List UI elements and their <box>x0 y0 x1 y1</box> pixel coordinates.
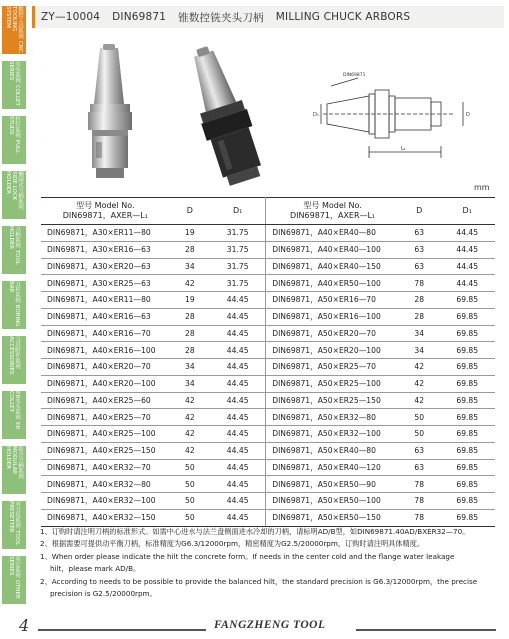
table-row <box>41 442 495 459</box>
table-row <box>41 275 495 292</box>
cell-model: DIN69871，A50×ER32—100 <box>266 426 399 443</box>
cell-d: 42 <box>170 442 210 459</box>
cell-model: DIN69871，A50×ER25—70 <box>266 359 399 376</box>
cell-model: DIN69871，A40×ER20—70 <box>41 359 170 376</box>
cell-d1: 69.85 <box>439 375 495 392</box>
cell-d1: 69.85 <box>439 308 495 325</box>
cell-d: 50 <box>399 409 439 426</box>
cell-d: 63 <box>399 241 439 258</box>
standard-label: DIN69871 <box>112 11 167 23</box>
page-number: 4 <box>19 616 30 635</box>
note-cn-2: 2、根据需要可提供动平衡刀柄，标准精度为G6.3/12000rpm，精密精度为G2.5/20000rpm，订购时请注明具体精度。 <box>40 539 425 549</box>
cell-model: DIN69871，A40×ER11—80 <box>41 292 170 309</box>
header-model-right <box>266 198 399 225</box>
cell-d: 42 <box>170 275 210 292</box>
table-row <box>41 375 495 392</box>
sidebar-tab[interactable] <box>2 281 26 329</box>
note-en-2: 2、According to needs to be possible to provide the balanced hilt，the standard precision is G6.3/12000rpm，the precise <box>40 576 478 586</box>
cell-d: 28 <box>399 292 439 309</box>
cell-d: 78 <box>399 509 439 526</box>
cell-d1: 69.85 <box>439 359 495 376</box>
sidebar-tab-label: 刀杆系列 BORING BAR <box>8 281 20 327</box>
cell-d1: 69.85 <box>439 442 495 459</box>
sidebar-tab-label: 组合刀柄系列 MODULAR HOLDER <box>5 446 23 479</box>
cell-d: 34 <box>399 325 439 342</box>
cell-d: 34 <box>170 359 210 376</box>
sidebar-tab-label: 对刀仪系列 TOOL PRESETTER <box>8 501 20 546</box>
sidebar-tab-label: ER夹头系列 ER COLLET <box>8 391 20 430</box>
cell-model: DIN69871，A40×ER32—80 <box>41 476 170 493</box>
cell-d1: 44.45 <box>210 375 266 392</box>
unit-label: mm <box>474 183 490 192</box>
header-d-left: D <box>170 198 210 225</box>
cell-d1: 69.85 <box>439 292 495 309</box>
cell-d1: 69.85 <box>439 509 495 526</box>
cell-model: DIN69871，A40×ER32—70 <box>41 459 170 476</box>
cell-model: DIN69871，A30×ER11—80 <box>41 225 170 242</box>
table-row <box>41 359 495 376</box>
cell-d: 50 <box>399 426 439 443</box>
cell-model: DIN69871，A30×ER20—63 <box>41 258 170 275</box>
cell-model: DIN69871，A50×ER40—120 <box>266 459 399 476</box>
sidebar-tab-label: 夹头系列 COLLET SERIES <box>8 61 20 106</box>
product-photo-silver <box>66 42 156 190</box>
cell-d: 42 <box>399 375 439 392</box>
table-row <box>41 292 495 309</box>
title-en: MILLING CHUCK ARBORS <box>275 11 411 23</box>
table-row <box>41 509 495 526</box>
cell-d: 63 <box>399 225 439 242</box>
cell-d: 42 <box>170 426 210 443</box>
cell-d: 42 <box>399 359 439 376</box>
sidebar-tab-label: 刀具附件系列 ACCESSORIES <box>8 336 20 375</box>
cell-d: 42 <box>170 409 210 426</box>
cell-model: DIN69871，A40×ER25—60 <box>41 392 170 409</box>
cell-d1: 44.45 <box>210 426 266 443</box>
technical-drawing <box>313 66 485 172</box>
cell-model: DIN69871，A50×ER20—70 <box>266 325 399 342</box>
cell-d: 28 <box>170 325 210 342</box>
sidebar-tab[interactable] <box>2 226 26 274</box>
cell-d: 78 <box>399 493 439 510</box>
drawing-label-l1: L₁ <box>401 146 406 152</box>
cell-d: 34 <box>170 258 210 275</box>
cell-d: 63 <box>399 459 439 476</box>
cell-model: DIN69871，A50×ER50—90 <box>266 476 399 493</box>
table-row <box>41 342 495 359</box>
cell-d: 28 <box>399 308 439 325</box>
table-row <box>41 325 495 342</box>
product-photo-dark <box>170 42 280 190</box>
cell-d1: 31.75 <box>210 241 266 258</box>
cell-model: DIN69871，A40×ER20—100 <box>41 375 170 392</box>
cell-d1: 44.45 <box>210 292 266 309</box>
drawing-label-d: D <box>466 112 470 118</box>
cell-d1: 69.85 <box>439 476 495 493</box>
cell-model: DIN69871，A40×ER32—150 <box>41 509 170 526</box>
cell-model: DIN69871，A50×ER20—100 <box>266 342 399 359</box>
cell-model: DIN69871，A40×ER16—70 <box>41 325 170 342</box>
header-model-cn: 型号 Model No. <box>303 201 362 210</box>
category-sidebar <box>0 0 30 639</box>
cell-d1: 44.45 <box>210 359 266 376</box>
cell-model: DIN69871，A40×ER40—100 <box>266 241 399 258</box>
cell-d1: 44.45 <box>210 308 266 325</box>
header-d-right: D <box>399 198 439 225</box>
cell-model: DIN69871，A50×ER50—150 <box>266 509 399 526</box>
sidebar-tab-label: 侧固式刀柄系列 SIDE LOCK HOLDER <box>5 171 23 210</box>
sidebar-tab[interactable] <box>2 446 26 494</box>
cell-d: 50 <box>170 476 210 493</box>
note-en-1-cont: hilt，please mark AD/B。 <box>50 564 141 574</box>
sidebar-tab[interactable] <box>2 171 26 219</box>
cell-model: DIN69871，A30×ER25—63 <box>41 275 170 292</box>
cell-d1: 69.85 <box>439 409 495 426</box>
cell-d1: 69.85 <box>439 493 495 510</box>
table-row <box>41 241 495 258</box>
cell-model: DIN69871，A40×ER25—70 <box>41 409 170 426</box>
cell-d1: 44.45 <box>210 509 266 526</box>
sidebar-tab-label: 拉钉系列 PULL STUDS <box>8 116 20 154</box>
cell-model: DIN69871，A40×ER50—100 <box>266 275 399 292</box>
cell-d: 42 <box>170 392 210 409</box>
cell-d1: 69.85 <box>439 426 495 443</box>
cell-d1: 44.45 <box>210 493 266 510</box>
cell-d1: 44.45 <box>210 459 266 476</box>
sidebar-tab-label: 其它系列 OTHER SERIES <box>8 556 20 599</box>
page-footer <box>0 616 509 639</box>
drawing-label-top: DIN69871 <box>343 73 366 78</box>
table-row <box>41 258 495 275</box>
sidebar-tab[interactable] <box>2 391 26 439</box>
cell-d1: 31.75 <box>210 225 266 242</box>
cell-model: DIN69871，A50×ER50—100 <box>266 493 399 510</box>
sidebar-tab[interactable] <box>2 6 26 54</box>
cell-d: 34 <box>170 375 210 392</box>
spec-table <box>41 197 495 527</box>
table-row <box>41 409 495 426</box>
title-cn: 锥数控铣夹头刀柄 <box>178 11 264 24</box>
header-model-sub: DIN69871，AXER—L₁ <box>290 211 376 220</box>
cell-d: 28 <box>170 308 210 325</box>
note-en-1: 1、When order please indicate the hilt the concrete form。If needs in the center cold and the flange water leakage <box>40 551 455 561</box>
cell-d1: 44.45 <box>210 342 266 359</box>
cell-d1: 44.45 <box>210 442 266 459</box>
cell-d: 19 <box>170 225 210 242</box>
cell-d1: 69.85 <box>439 459 495 476</box>
cell-d: 34 <box>399 342 439 359</box>
cell-model: DIN69871，A40×ER32—100 <box>41 493 170 510</box>
cell-d: 50 <box>170 459 210 476</box>
cell-d: 63 <box>399 442 439 459</box>
cell-d1: 69.85 <box>439 342 495 359</box>
cell-d: 63 <box>399 258 439 275</box>
table-row <box>41 476 495 493</box>
cell-model: DIN69871，A50×ER32—80 <box>266 409 399 426</box>
cell-d1: 44.45 <box>439 225 495 242</box>
page-header <box>32 6 504 28</box>
cell-d1: 31.75 <box>210 275 266 292</box>
sidebar-tab[interactable] <box>2 501 26 549</box>
table-row <box>41 308 495 325</box>
header-d1-right: D₁ <box>439 198 495 225</box>
cell-model: DIN69871，A50×ER16—70 <box>266 292 399 309</box>
cell-d1: 44.45 <box>210 409 266 426</box>
cell-model: DIN69871，A40×ER25—100 <box>41 426 170 443</box>
cell-d: 50 <box>170 493 210 510</box>
sidebar-tab[interactable] <box>2 336 26 384</box>
cell-model: DIN69871，A40×ER16—63 <box>41 308 170 325</box>
sidebar-tab-label: 刀柄系列 TOOL HOLDER <box>8 226 20 265</box>
table-row <box>41 225 495 242</box>
cell-model: DIN69871，A50×ER25—100 <box>266 375 399 392</box>
cell-d: 78 <box>399 476 439 493</box>
header-model-left <box>41 198 170 225</box>
drawing-label-d1: D₁ <box>313 112 319 118</box>
note-cn-1: 1、订购时请注明刀柄的标准形式。如需中心进水与法兰盘侧面进水冷却的刀柄，请标明AD/B型，如DIN69871.40AD/BXER32—70。 <box>40 527 470 536</box>
footer-rule-left <box>38 629 206 631</box>
cell-model: DIN69871，A50×ER25—150 <box>266 392 399 409</box>
cell-model: DIN69871，A30×ER16—63 <box>41 241 170 258</box>
table-row <box>41 493 495 510</box>
table-row <box>41 392 495 409</box>
cell-d1: 44.45 <box>210 392 266 409</box>
cell-model: DIN69871，A40×ER25—150 <box>41 442 170 459</box>
footer-rule-right <box>356 629 496 631</box>
table-row <box>41 459 495 476</box>
cell-d1: 44.45 <box>439 275 495 292</box>
cell-d1: 44.45 <box>210 476 266 493</box>
cell-d: 19 <box>170 292 210 309</box>
cell-model: DIN69871，A50×ER40—80 <box>266 442 399 459</box>
header-model-sub: DIN69871，AXER—L₁ <box>62 211 148 220</box>
sidebar-tab[interactable] <box>2 556 26 604</box>
table-row <box>41 426 495 443</box>
cell-d: 78 <box>399 275 439 292</box>
cell-d1: 44.45 <box>210 325 266 342</box>
cell-model: DIN69871，A40×ER40—80 <box>266 225 399 242</box>
cell-model: DIN69871，A40×ER16—100 <box>41 342 170 359</box>
cell-d1: 69.85 <box>439 392 495 409</box>
brand-name: FANGZHENG TOOL <box>214 619 326 631</box>
sidebar-tab[interactable] <box>2 61 26 109</box>
cell-model: DIN69871，A50×ER16—100 <box>266 308 399 325</box>
header-model-cn: 型号 Model No. <box>76 201 135 210</box>
cell-d: 28 <box>170 342 210 359</box>
header-d1-left: D₁ <box>210 198 266 225</box>
cell-d: 50 <box>170 509 210 526</box>
cell-d: 28 <box>170 241 210 258</box>
order-notes <box>40 526 500 600</box>
cell-d1: 31.75 <box>210 258 266 275</box>
sidebar-tab-label: 数控工具系列 CNC TOOLING SYSTEM <box>5 6 23 53</box>
sidebar-tab[interactable] <box>2 116 26 164</box>
product-code: ZY—10004 <box>41 11 101 23</box>
cell-d1: 69.85 <box>439 325 495 342</box>
table-header-row <box>41 198 495 225</box>
cell-d1: 44.45 <box>439 258 495 275</box>
cell-model: DIN69871，A40×ER40—150 <box>266 258 399 275</box>
note-en-2-cont: precision is G2.5/20000rpm。 <box>50 589 157 599</box>
cell-d: 42 <box>399 392 439 409</box>
cell-d1: 44.45 <box>439 241 495 258</box>
